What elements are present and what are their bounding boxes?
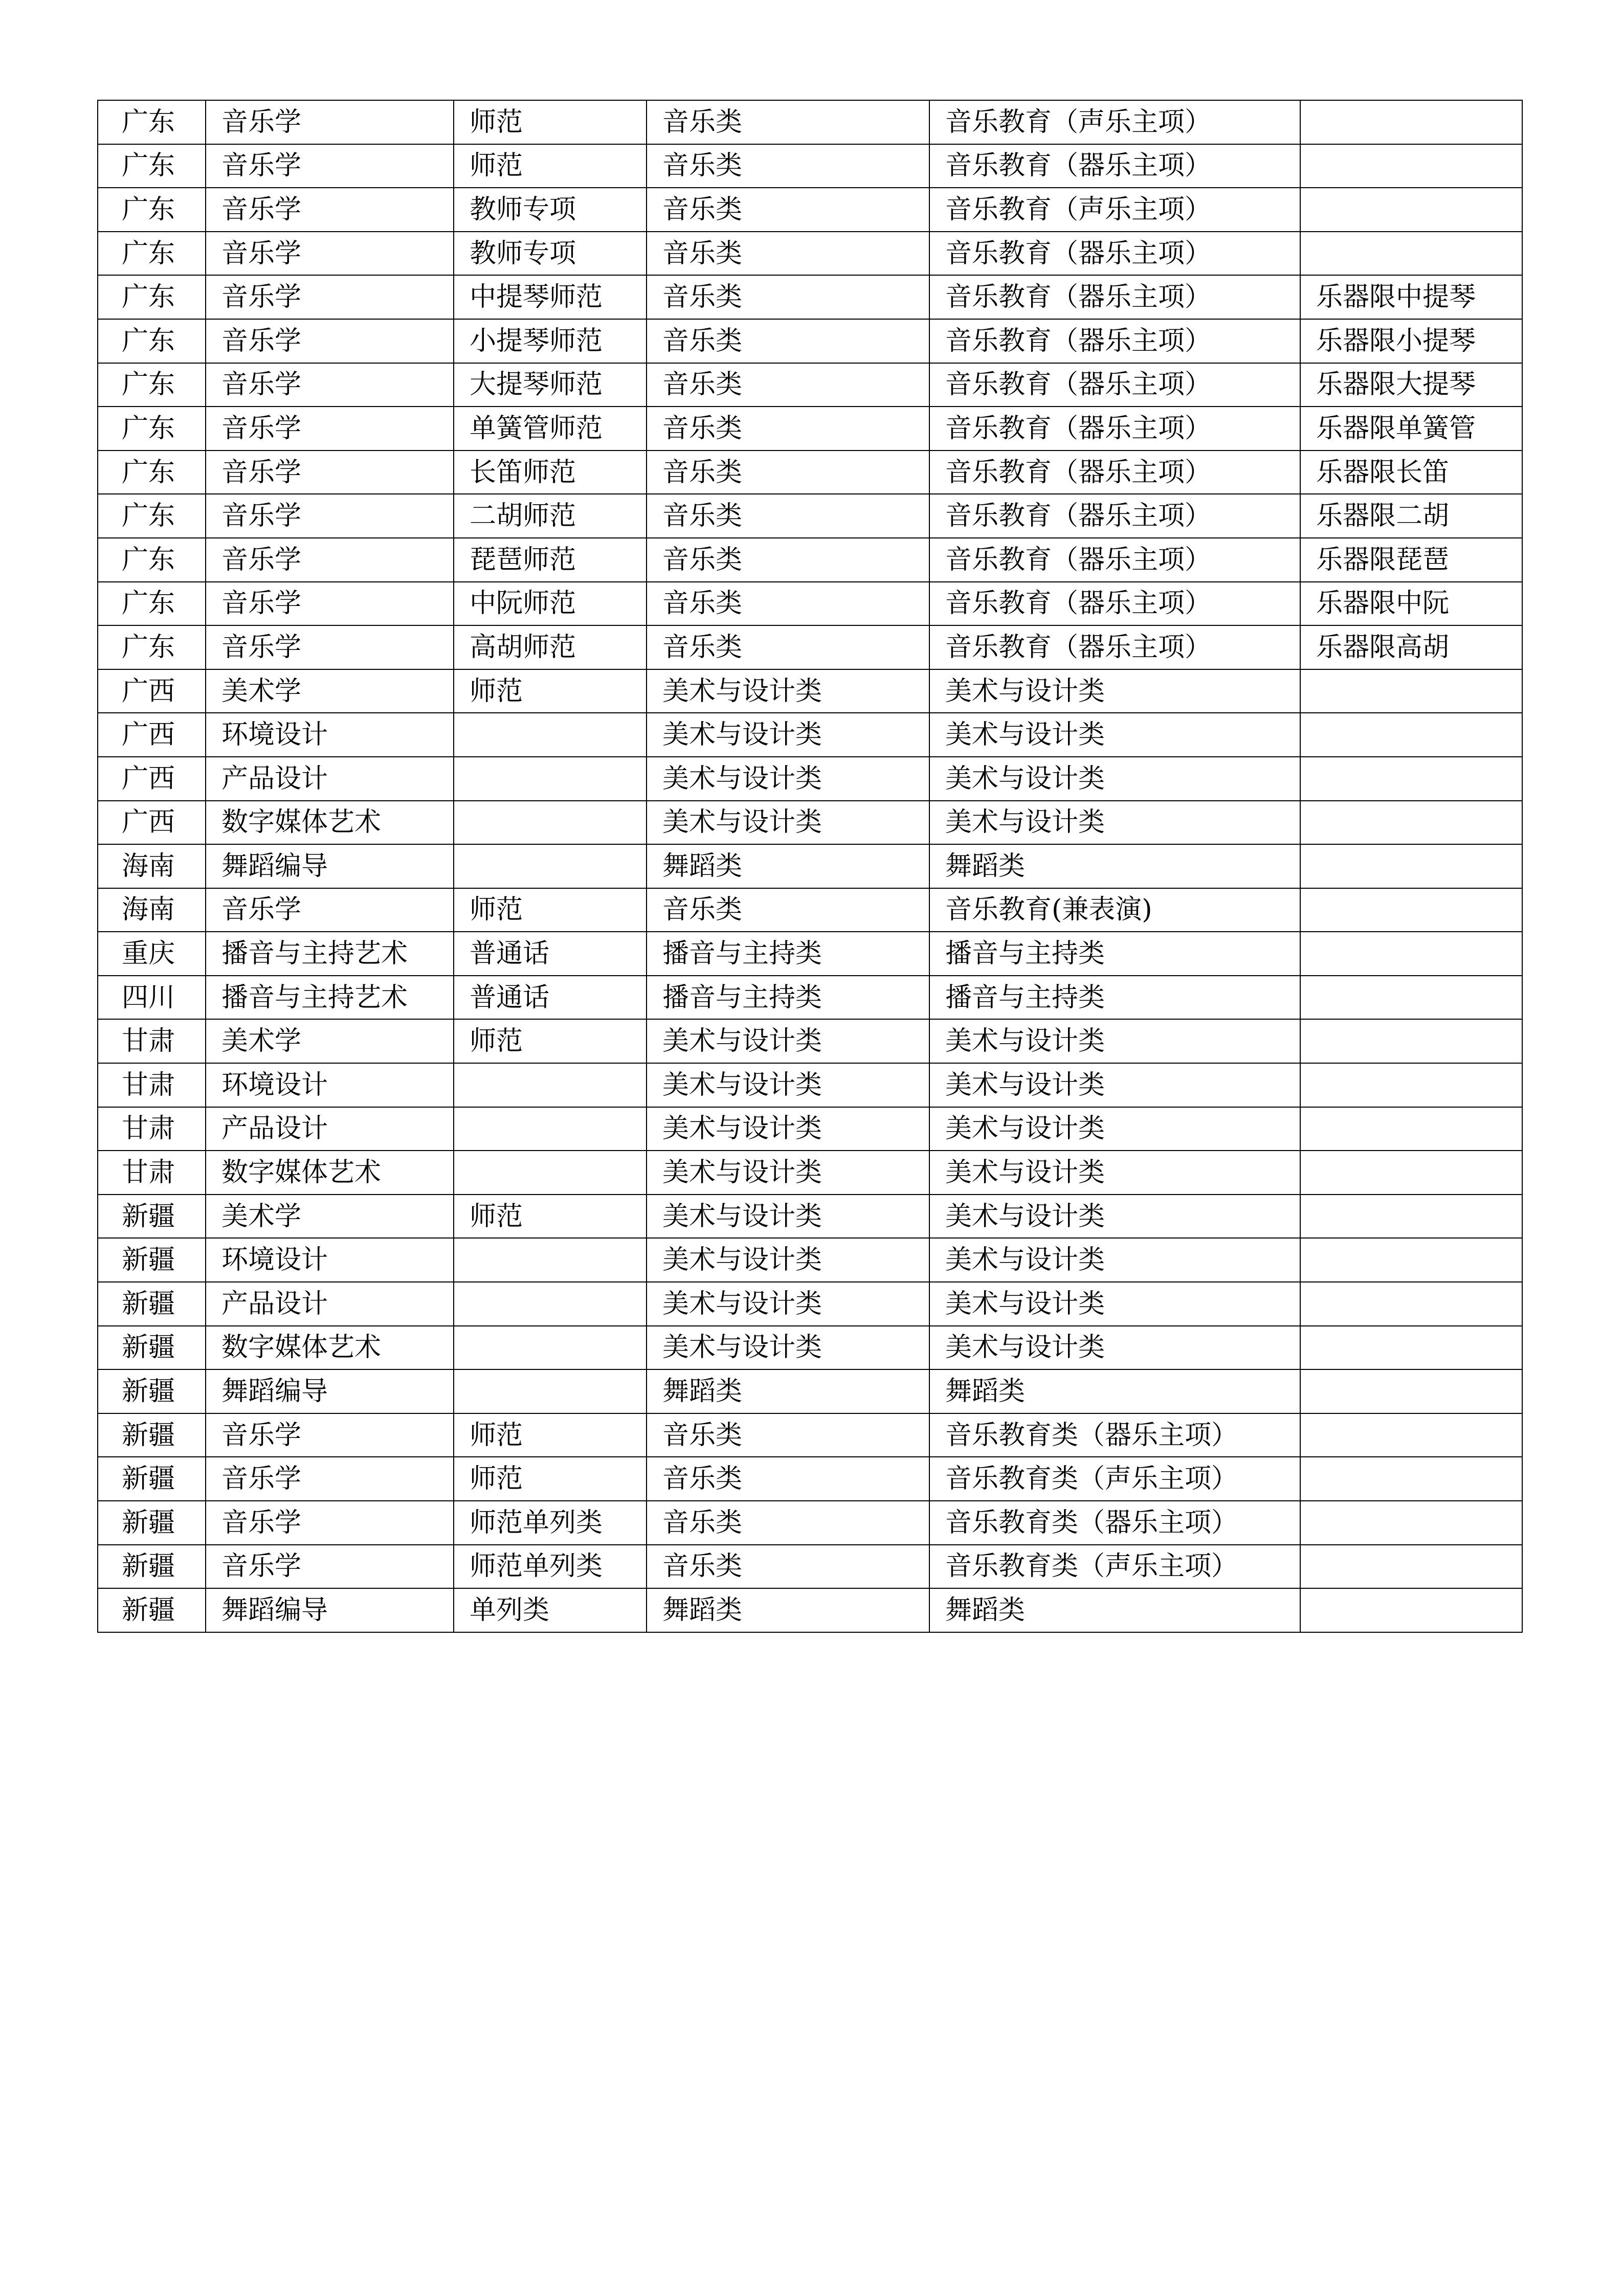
major-cell: 数字媒体艺术 — [206, 1151, 454, 1195]
table-row — [98, 888, 1522, 932]
exam-type-cell: 音乐教育类（器乐主项） — [929, 1413, 1300, 1457]
province-cell: 广东 — [98, 625, 206, 669]
table-row — [98, 844, 1522, 888]
category-cell: 美术与设计类 — [647, 1326, 929, 1370]
exam-type-cell: 音乐教育(兼表演) — [929, 888, 1300, 932]
major-cell: 播音与主持艺术 — [206, 976, 454, 1020]
table-row — [98, 1019, 1522, 1063]
province-cell: 广东 — [98, 451, 206, 494]
table-row — [98, 757, 1522, 801]
province-cell: 广东 — [98, 144, 206, 188]
category-cell: 美术与设计类 — [647, 713, 929, 757]
category-cell: 音乐类 — [647, 232, 929, 276]
category-cell: 美术与设计类 — [647, 1151, 929, 1195]
major-cell: 数字媒体艺术 — [206, 1326, 454, 1370]
major-cell: 音乐学 — [206, 494, 454, 538]
remark-cell — [1300, 1063, 1522, 1107]
direction-cell: 师范 — [454, 888, 647, 932]
table-row — [98, 1151, 1522, 1195]
exam-type-cell: 播音与主持类 — [929, 932, 1300, 976]
direction-cell: 教师专项 — [454, 232, 647, 276]
remark-cell — [1300, 188, 1522, 232]
direction-cell: 师范单列类 — [454, 1545, 647, 1589]
direction-cell: 中提琴师范 — [454, 275, 647, 319]
exam-type-cell: 音乐教育（器乐主项） — [929, 451, 1300, 494]
province-cell: 广东 — [98, 232, 206, 276]
exam-type-cell: 美术与设计类 — [929, 1195, 1300, 1239]
category-cell: 音乐类 — [647, 1545, 929, 1589]
major-cell: 数字媒体艺术 — [206, 801, 454, 845]
province-cell: 新疆 — [98, 1369, 206, 1413]
exam-type-cell: 美术与设计类 — [929, 801, 1300, 845]
exam-type-cell: 美术与设计类 — [929, 669, 1300, 713]
category-cell: 美术与设计类 — [647, 801, 929, 845]
exam-type-cell: 音乐教育（声乐主项） — [929, 100, 1300, 144]
major-cell: 音乐学 — [206, 407, 454, 451]
table-row — [98, 1545, 1522, 1589]
remark-cell — [1300, 1501, 1522, 1545]
table-row — [98, 494, 1522, 538]
table-row — [98, 1326, 1522, 1370]
province-cell: 新疆 — [98, 1195, 206, 1239]
direction-cell: 师范 — [454, 100, 647, 144]
exam-type-cell: 舞蹈类 — [929, 1588, 1300, 1632]
remark-cell — [1300, 1457, 1522, 1501]
remark-cell: 乐器限二胡 — [1300, 494, 1522, 538]
remark-cell — [1300, 1019, 1522, 1063]
exam-type-cell: 音乐教育（器乐主项） — [929, 538, 1300, 582]
direction-cell: 普通话 — [454, 932, 647, 976]
major-cell: 环境设计 — [206, 1238, 454, 1282]
category-cell: 播音与主持类 — [647, 976, 929, 1020]
exam-type-cell: 音乐教育（器乐主项） — [929, 407, 1300, 451]
exam-type-cell: 音乐教育（器乐主项） — [929, 625, 1300, 669]
direction-cell — [454, 1063, 647, 1107]
table-row — [98, 1457, 1522, 1501]
table-row — [98, 363, 1522, 407]
province-cell: 甘肃 — [98, 1107, 206, 1151]
direction-cell: 小提琴师范 — [454, 319, 647, 363]
major-cell: 舞蹈编导 — [206, 1588, 454, 1632]
category-cell: 美术与设计类 — [647, 1195, 929, 1239]
table-row — [98, 1369, 1522, 1413]
exam-type-cell: 音乐教育类（声乐主项） — [929, 1457, 1300, 1501]
direction-cell: 长笛师范 — [454, 451, 647, 494]
province-cell: 广西 — [98, 713, 206, 757]
table-row — [98, 669, 1522, 713]
major-cell: 播音与主持艺术 — [206, 932, 454, 976]
direction-cell — [454, 757, 647, 801]
category-cell: 音乐类 — [647, 538, 929, 582]
major-cell: 音乐学 — [206, 275, 454, 319]
remark-cell — [1300, 1326, 1522, 1370]
direction-cell: 二胡师范 — [454, 494, 647, 538]
table-row — [98, 1238, 1522, 1282]
province-cell: 新疆 — [98, 1545, 206, 1589]
major-cell: 音乐学 — [206, 232, 454, 276]
exam-type-cell: 美术与设计类 — [929, 1238, 1300, 1282]
province-cell: 广东 — [98, 494, 206, 538]
province-cell: 广东 — [98, 538, 206, 582]
category-cell: 音乐类 — [647, 582, 929, 626]
category-cell: 音乐类 — [647, 888, 929, 932]
direction-cell — [454, 1238, 647, 1282]
direction-cell: 普通话 — [454, 976, 647, 1020]
table-row — [98, 1107, 1522, 1151]
province-cell: 新疆 — [98, 1238, 206, 1282]
category-cell: 音乐类 — [647, 319, 929, 363]
table-row — [98, 319, 1522, 363]
province-cell: 广西 — [98, 669, 206, 713]
province-cell: 甘肃 — [98, 1019, 206, 1063]
remark-cell: 乐器限小提琴 — [1300, 319, 1522, 363]
category-cell: 美术与设计类 — [647, 1063, 929, 1107]
exam-type-cell: 音乐教育类（声乐主项） — [929, 1545, 1300, 1589]
province-cell: 广东 — [98, 582, 206, 626]
province-cell: 新疆 — [98, 1282, 206, 1326]
category-cell: 音乐类 — [647, 100, 929, 144]
major-cell: 环境设计 — [206, 1063, 454, 1107]
province-cell: 海南 — [98, 844, 206, 888]
table-row — [98, 451, 1522, 494]
table-row — [98, 538, 1522, 582]
major-cell: 音乐学 — [206, 1457, 454, 1501]
exam-type-cell: 美术与设计类 — [929, 757, 1300, 801]
major-cell: 音乐学 — [206, 100, 454, 144]
exam-type-cell: 播音与主持类 — [929, 976, 1300, 1020]
direction-cell — [454, 801, 647, 845]
province-cell: 广西 — [98, 757, 206, 801]
major-cell: 舞蹈编导 — [206, 1369, 454, 1413]
remark-cell: 乐器限大提琴 — [1300, 363, 1522, 407]
exam-type-cell: 美术与设计类 — [929, 1063, 1300, 1107]
major-cell: 音乐学 — [206, 144, 454, 188]
major-cell: 美术学 — [206, 1195, 454, 1239]
remark-cell — [1300, 144, 1522, 188]
table-row — [98, 1063, 1522, 1107]
province-cell: 重庆 — [98, 932, 206, 976]
category-cell: 舞蹈类 — [647, 1369, 929, 1413]
table-row — [98, 1282, 1522, 1326]
major-cell: 产品设计 — [206, 1107, 454, 1151]
remark-cell — [1300, 713, 1522, 757]
category-cell: 音乐类 — [647, 363, 929, 407]
province-cell: 广东 — [98, 407, 206, 451]
province-cell: 广西 — [98, 801, 206, 845]
major-cell: 产品设计 — [206, 1282, 454, 1326]
province-cell: 新疆 — [98, 1588, 206, 1632]
category-cell: 舞蹈类 — [647, 1588, 929, 1632]
table-row — [98, 1195, 1522, 1239]
exam-type-cell: 美术与设计类 — [929, 1107, 1300, 1151]
major-cell: 音乐学 — [206, 319, 454, 363]
direction-cell: 琵琶师范 — [454, 538, 647, 582]
exam-type-cell: 音乐教育（器乐主项） — [929, 144, 1300, 188]
province-cell: 广东 — [98, 275, 206, 319]
province-cell: 甘肃 — [98, 1063, 206, 1107]
province-cell: 广东 — [98, 363, 206, 407]
exam-type-cell: 音乐教育（器乐主项） — [929, 363, 1300, 407]
major-cell: 音乐学 — [206, 1545, 454, 1589]
major-cell: 产品设计 — [206, 757, 454, 801]
remark-cell — [1300, 669, 1522, 713]
direction-cell: 教师专项 — [454, 188, 647, 232]
remark-cell — [1300, 1107, 1522, 1151]
exam-type-cell: 音乐教育（器乐主项） — [929, 232, 1300, 276]
category-cell: 音乐类 — [647, 451, 929, 494]
remark-cell: 乐器限单簧管 — [1300, 407, 1522, 451]
exam-type-cell: 舞蹈类 — [929, 1369, 1300, 1413]
province-cell: 新疆 — [98, 1501, 206, 1545]
province-cell: 新疆 — [98, 1457, 206, 1501]
province-cell: 新疆 — [98, 1326, 206, 1370]
direction-cell: 大提琴师范 — [454, 363, 647, 407]
direction-cell: 师范 — [454, 144, 647, 188]
table-row — [98, 976, 1522, 1020]
direction-cell: 高胡师范 — [454, 625, 647, 669]
remark-cell — [1300, 976, 1522, 1020]
remark-cell: 乐器限中阮 — [1300, 582, 1522, 626]
province-cell: 新疆 — [98, 1413, 206, 1457]
direction-cell — [454, 1282, 647, 1326]
exam-type-cell: 音乐教育（器乐主项） — [929, 275, 1300, 319]
remark-cell — [1300, 932, 1522, 976]
remark-cell — [1300, 1238, 1522, 1282]
category-cell: 音乐类 — [647, 494, 929, 538]
remark-cell: 乐器限中提琴 — [1300, 275, 1522, 319]
category-cell: 美术与设计类 — [647, 669, 929, 713]
remark-cell — [1300, 801, 1522, 845]
table-row — [98, 625, 1522, 669]
remark-cell: 乐器限琵琶 — [1300, 538, 1522, 582]
category-cell: 音乐类 — [647, 275, 929, 319]
remark-cell: 乐器限高胡 — [1300, 625, 1522, 669]
remark-cell — [1300, 100, 1522, 144]
table-row — [98, 407, 1522, 451]
table-row — [98, 713, 1522, 757]
major-cell: 音乐学 — [206, 188, 454, 232]
major-cell: 音乐学 — [206, 538, 454, 582]
remark-cell — [1300, 1282, 1522, 1326]
remark-cell — [1300, 1195, 1522, 1239]
table-row — [98, 932, 1522, 976]
direction-cell: 师范单列类 — [454, 1501, 647, 1545]
direction-cell: 师范 — [454, 1195, 647, 1239]
category-cell: 音乐类 — [647, 144, 929, 188]
exam-type-cell: 音乐教育类（器乐主项） — [929, 1501, 1300, 1545]
exam-type-cell: 美术与设计类 — [929, 713, 1300, 757]
province-cell: 广东 — [98, 319, 206, 363]
direction-cell: 师范 — [454, 1413, 647, 1457]
category-cell: 美术与设计类 — [647, 1282, 929, 1326]
table-row — [98, 100, 1522, 144]
remark-cell — [1300, 1413, 1522, 1457]
category-cell: 美术与设计类 — [647, 1019, 929, 1063]
direction-cell — [454, 1369, 647, 1413]
remark-cell — [1300, 1545, 1522, 1589]
category-cell: 美术与设计类 — [647, 1107, 929, 1151]
major-cell: 美术学 — [206, 669, 454, 713]
table-row — [98, 801, 1522, 845]
direction-cell: 师范 — [454, 1457, 647, 1501]
table-row — [98, 1501, 1522, 1545]
exam-type-cell: 美术与设计类 — [929, 1019, 1300, 1063]
remark-cell — [1300, 1369, 1522, 1413]
remark-cell — [1300, 232, 1522, 276]
major-cell: 环境设计 — [206, 713, 454, 757]
table-row — [98, 275, 1522, 319]
direction-cell — [454, 844, 647, 888]
category-cell: 音乐类 — [647, 407, 929, 451]
province-cell: 广东 — [98, 188, 206, 232]
remark-cell — [1300, 1151, 1522, 1195]
category-cell: 音乐类 — [647, 1413, 929, 1457]
direction-cell: 师范 — [454, 669, 647, 713]
exam-type-cell: 美术与设计类 — [929, 1326, 1300, 1370]
remark-cell — [1300, 844, 1522, 888]
province-cell: 四川 — [98, 976, 206, 1020]
remark-cell — [1300, 888, 1522, 932]
major-cell: 音乐学 — [206, 1501, 454, 1545]
direction-cell — [454, 1326, 647, 1370]
direction-cell: 单簧管师范 — [454, 407, 647, 451]
category-cell: 音乐类 — [647, 625, 929, 669]
exam-type-cell: 舞蹈类 — [929, 844, 1300, 888]
category-cell: 舞蹈类 — [647, 844, 929, 888]
major-cell: 音乐学 — [206, 625, 454, 669]
major-cell: 音乐学 — [206, 451, 454, 494]
table-body — [98, 100, 1522, 1632]
major-cell: 音乐学 — [206, 582, 454, 626]
table-row — [98, 232, 1522, 276]
category-cell: 播音与主持类 — [647, 932, 929, 976]
direction-cell — [454, 1151, 647, 1195]
remark-cell: 乐器限长笛 — [1300, 451, 1522, 494]
direction-cell: 单列类 — [454, 1588, 647, 1632]
province-cell: 广东 — [98, 100, 206, 144]
category-cell: 美术与设计类 — [647, 757, 929, 801]
exam-type-cell: 美术与设计类 — [929, 1151, 1300, 1195]
major-cell: 音乐学 — [206, 363, 454, 407]
province-cell: 海南 — [98, 888, 206, 932]
table-row — [98, 188, 1522, 232]
exam-type-cell: 音乐教育（器乐主项） — [929, 582, 1300, 626]
remark-cell — [1300, 1588, 1522, 1632]
direction-cell — [454, 713, 647, 757]
major-cell: 音乐学 — [206, 888, 454, 932]
table-row — [98, 1588, 1522, 1632]
category-cell: 音乐类 — [647, 1501, 929, 1545]
major-cell: 音乐学 — [206, 1413, 454, 1457]
exam-type-cell: 美术与设计类 — [929, 1282, 1300, 1326]
category-cell: 音乐类 — [647, 188, 929, 232]
category-cell: 音乐类 — [647, 1457, 929, 1501]
table-row — [98, 144, 1522, 188]
remark-cell — [1300, 757, 1522, 801]
exam-type-cell: 音乐教育（器乐主项） — [929, 494, 1300, 538]
major-cell: 美术学 — [206, 1019, 454, 1063]
table-row — [98, 582, 1522, 626]
enrollment-table — [97, 100, 1523, 1633]
direction-cell: 师范 — [454, 1019, 647, 1063]
major-cell: 舞蹈编导 — [206, 844, 454, 888]
direction-cell: 中阮师范 — [454, 582, 647, 626]
table-row — [98, 1413, 1522, 1457]
exam-type-cell: 音乐教育（声乐主项） — [929, 188, 1300, 232]
category-cell: 美术与设计类 — [647, 1238, 929, 1282]
province-cell: 甘肃 — [98, 1151, 206, 1195]
exam-type-cell: 音乐教育（器乐主项） — [929, 319, 1300, 363]
direction-cell — [454, 1107, 647, 1151]
